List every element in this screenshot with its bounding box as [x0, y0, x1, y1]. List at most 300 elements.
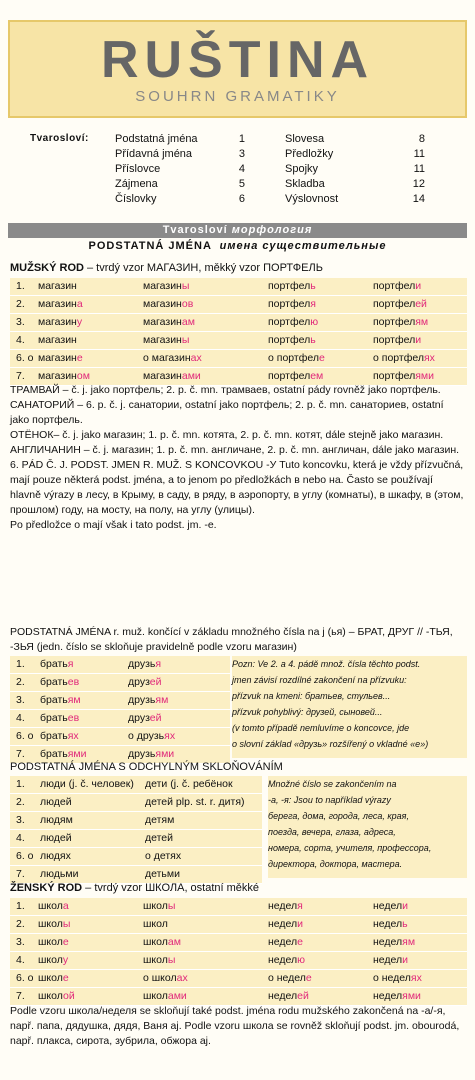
word	[373, 918, 408, 930]
word	[373, 352, 435, 364]
note-paragraph: САНАТОРИЙ – 6. p. č. j. санатории, ostatní jako портфель; 2. p. č. mn. санаториев, ostatní jako портфель.	[10, 399, 444, 426]
table-cell	[373, 952, 408, 969]
word-stem: магазин	[143, 370, 182, 382]
word	[268, 918, 303, 930]
word-stem: о недел	[268, 972, 306, 984]
table-cell	[143, 952, 175, 969]
case-number: 1.	[16, 658, 25, 670]
note-line: jmen závisí rozdílné zakončení na přízvuku:	[232, 675, 407, 685]
table-cell	[40, 728, 79, 745]
word	[40, 676, 79, 688]
toc-item-page: 14	[412, 193, 425, 205]
table-row	[10, 278, 467, 296]
table-row	[10, 674, 230, 692]
table-cell	[38, 898, 69, 915]
toc-item-label: Spojky	[285, 163, 319, 175]
word-ending: ей	[297, 990, 309, 1002]
table-cell	[38, 970, 69, 987]
word-stem: недел	[268, 954, 298, 966]
word-stem: недел	[268, 990, 298, 1002]
word-ending: ы	[181, 334, 190, 346]
word-stem: портфел	[373, 298, 416, 310]
word	[373, 972, 422, 984]
toc-item-label: Přídavná jména	[115, 148, 193, 160]
word-ending: и	[415, 280, 422, 292]
irr-heading: PODSTATNÁ JMÉNA S ODCHYLNÝM SKLOŇOVÁNÍM	[10, 761, 283, 773]
table-row	[10, 728, 230, 746]
word	[40, 694, 81, 706]
case-number: 2.	[16, 676, 25, 688]
word	[128, 730, 175, 742]
word-ending: ом	[76, 370, 90, 382]
word	[268, 316, 318, 328]
masc-heading: MUŽSKÝ ROD – tvrdý vzor МАГАЗИН, měkký vzor ПОРТФЕЛЬ	[10, 262, 323, 274]
word-stem: недел	[268, 936, 298, 948]
table-cell	[268, 952, 305, 969]
toc-item-label: Zájmena	[115, 178, 158, 190]
table-cell	[373, 278, 421, 295]
word-ending: ах	[190, 352, 202, 364]
irr-table	[10, 776, 262, 884]
table-row	[10, 794, 262, 812]
word-ending: ем	[310, 370, 324, 382]
case-number: 7.	[16, 370, 25, 382]
table-row	[10, 970, 467, 988]
table-cell	[268, 296, 316, 313]
table-cell	[373, 970, 422, 987]
table-cell	[38, 952, 68, 969]
word	[143, 298, 193, 310]
word	[38, 990, 75, 1002]
word-ending: е	[62, 936, 69, 948]
case-number: 2.	[16, 918, 25, 930]
case-number: 2.	[16, 298, 25, 310]
table-row	[10, 350, 467, 368]
word-ending: ях	[410, 972, 422, 984]
toc-item-page: 6	[238, 193, 245, 205]
word-ending: ев	[67, 712, 80, 724]
word	[268, 370, 323, 382]
word	[143, 316, 195, 328]
word-stem: портфел	[373, 316, 416, 328]
word-stem: школ	[143, 918, 168, 930]
word-ending: ы	[181, 280, 190, 292]
case-number: 4.	[16, 832, 25, 844]
word	[40, 730, 79, 742]
case-number: 7.	[16, 868, 25, 880]
word	[143, 918, 168, 930]
word-stem: портфел	[268, 280, 311, 292]
word-stem: о друзь	[128, 730, 165, 742]
toc-item-page: 11	[413, 163, 425, 175]
table-cell	[268, 916, 303, 933]
table-cell	[268, 934, 303, 951]
table-cell	[373, 934, 415, 951]
table-cell	[143, 916, 168, 933]
word-stem: о магазин	[143, 352, 191, 364]
word-ending: ями	[415, 370, 434, 382]
word	[268, 954, 305, 966]
word	[40, 748, 87, 760]
word	[128, 694, 168, 706]
table-cell	[373, 350, 435, 367]
note-line: Pozn: Ve 2. a 4. pádě množ. čísla těchto podst.	[232, 659, 421, 669]
word-ending: у	[62, 954, 69, 966]
toc-item-label: Číslovky	[115, 193, 157, 205]
word-stem: недел	[373, 954, 403, 966]
case-number: 4.	[16, 712, 25, 724]
table-cell	[268, 332, 316, 349]
word-stem: школ	[143, 954, 168, 966]
word-stem: школ	[143, 900, 168, 912]
case-number: 6. о	[16, 850, 34, 862]
toc-item	[285, 132, 425, 147]
word-ending: е	[318, 352, 325, 364]
word-stem: брать	[40, 730, 68, 742]
word-ending: ь	[310, 280, 316, 292]
word	[38, 972, 69, 984]
note-line: берега, дома, города, леса, края,	[268, 811, 409, 821]
fem-heading: ŽENSKÝ ROD – tvrdý vzor ШКОЛА, ostatní měkké	[10, 882, 260, 894]
word-ending: ами	[181, 370, 201, 382]
word-ending: а	[76, 298, 83, 310]
table-row	[10, 952, 467, 970]
word-stem: о школ	[143, 972, 177, 984]
word-stem: магазин	[143, 316, 182, 328]
note-paragraph: Po předložce о mají však i tato podst. jm. -е.	[10, 519, 217, 531]
case-number: 3.	[16, 814, 25, 826]
word	[373, 298, 427, 310]
word-stem: недел	[268, 918, 298, 930]
word-stem: недел	[373, 990, 403, 1002]
word-stem: о портфел	[373, 352, 424, 364]
word-ending: и	[297, 918, 304, 930]
table-cell	[143, 332, 189, 349]
word-ending: я	[297, 900, 303, 912]
word	[128, 658, 161, 670]
word-stem: друз	[128, 676, 150, 688]
table-cell: детей plp. st. r. дитя)	[145, 796, 245, 808]
toc-item	[115, 162, 245, 177]
toc-item-label: Příslovce	[115, 163, 161, 175]
page-title: RUŠTINA	[100, 31, 375, 89]
case-number: 4.	[16, 334, 25, 346]
word-ending: ы	[167, 954, 176, 966]
toc-item	[115, 177, 245, 192]
table-row	[10, 776, 262, 794]
word-ending: ям	[402, 936, 416, 948]
table-row	[10, 812, 262, 830]
case-number: 7.	[16, 990, 25, 1002]
word-stem: школ	[143, 990, 168, 1002]
table-cell	[38, 934, 69, 951]
table-cell: людях	[40, 850, 71, 862]
word-ending: я	[155, 658, 162, 670]
masc-notes	[10, 383, 465, 533]
word-stem: недел	[373, 936, 403, 948]
word	[268, 352, 325, 364]
table-cell: детьми	[145, 868, 180, 880]
word-stem: магазин	[38, 280, 77, 292]
header-banner	[8, 20, 467, 118]
case-number: 6. о	[16, 972, 34, 984]
table-cell: люди (j. č. человек)	[40, 778, 134, 790]
word-ending: и	[415, 334, 422, 346]
page-subtitle: SOUHRN GRAMATIKY	[135, 88, 340, 105]
word	[373, 900, 408, 912]
toc-item-page: 8	[418, 133, 425, 145]
table-cell: людьми	[40, 868, 79, 880]
table-cell	[128, 692, 168, 709]
table-row	[10, 692, 230, 710]
table-cell	[143, 296, 193, 313]
word-ending: я	[67, 658, 74, 670]
word-ending: е	[62, 972, 69, 984]
toc-item-page: 5	[238, 178, 245, 190]
case-number: 3.	[16, 694, 25, 706]
toc-item	[285, 147, 425, 162]
word-ending: ам	[181, 316, 195, 328]
word-ending: ями	[402, 990, 421, 1002]
word	[38, 316, 82, 328]
table-row	[10, 898, 467, 916]
word	[38, 900, 69, 912]
section-subhead: PODSTATNÁ JMÉNA имена существительные	[88, 240, 387, 252]
toc-item	[115, 132, 245, 147]
table-cell: людей	[40, 796, 72, 808]
note-line: директора, доктора, мастера.	[268, 859, 403, 869]
toc-item-page: 3	[238, 148, 245, 160]
word	[373, 936, 415, 948]
word-ending: и	[402, 954, 409, 966]
word-ending: ь	[310, 334, 316, 346]
table-cell	[38, 314, 82, 331]
word-stem: школ	[38, 954, 63, 966]
word-ending: ях	[67, 730, 79, 742]
toc-left	[115, 132, 245, 207]
case-number: 6. о	[16, 730, 34, 742]
table-cell	[143, 988, 187, 1005]
note-line: Množné číslo se zakončením na	[268, 779, 397, 789]
table-cell	[38, 278, 77, 295]
word-stem: школ	[38, 936, 63, 948]
table-row	[10, 710, 230, 728]
note-line: -а, -я: Jsou to například výrazy	[268, 795, 391, 805]
word-stem: недел	[268, 900, 298, 912]
note-line: přízvuk na kmeni: братьев, стульев...	[232, 691, 391, 701]
word	[373, 280, 421, 292]
table-cell	[128, 728, 175, 745]
case-number: 3.	[16, 936, 25, 948]
note-line: (v tomto případě nemluvíme o koncovce, jde	[232, 723, 410, 733]
case-number: 1.	[16, 778, 25, 790]
table-cell: людям	[40, 814, 73, 826]
word-ending: ами	[167, 990, 187, 1002]
table-cell	[268, 898, 303, 915]
word-ending: ев	[67, 676, 80, 688]
word	[128, 676, 162, 688]
note-line: поезда, вечера, глаза, адреса,	[268, 827, 396, 837]
note-line: přízvuk pohyblivý: друзей, сыновей...	[232, 707, 383, 717]
word-stem: друзь	[128, 748, 156, 760]
table-cell	[40, 692, 81, 709]
table-row	[10, 848, 262, 866]
word-stem: портфел	[373, 334, 416, 346]
table-cell	[40, 710, 79, 727]
word	[38, 370, 90, 382]
word-ending: ей	[149, 676, 162, 688]
note-paragraph: ОТЁНОК– č. j. jako магазин; 1. p. č. mn. котята, 2. p. č. mn. котят, dále stejně jako магазин.	[10, 429, 444, 441]
brat-intro: PODSTATNÁ JMÉNA r. muž. končící v základu množného čísla na j (ья) – БРАТ, ДРУГ // -ТЬЯ, -ЗЬЯ (jedn. číslo se skloňuje pravidelně podle vzoru магазин)	[10, 626, 453, 653]
word-stem: школ	[38, 972, 63, 984]
word-ending: и	[402, 900, 409, 912]
table-cell	[143, 314, 195, 331]
word	[373, 370, 434, 382]
word-ending: ы	[167, 900, 176, 912]
table-row	[10, 830, 262, 848]
word-ending: ы	[62, 918, 71, 930]
table-row	[10, 314, 467, 332]
word-ending: ю	[310, 316, 319, 328]
word-stem: магазин	[38, 316, 77, 328]
table-cell	[128, 656, 161, 673]
note-paragraph: АНГЛИЧАНИН – č. j. магазин; 1. p. č. mn. англичане, 2. p. č. mn. англичан, dále jako магазин.	[10, 444, 460, 456]
word	[38, 936, 69, 948]
toc-label: Tvarosloví:	[30, 133, 89, 144]
word	[38, 280, 77, 292]
toc-item-label: Předložky	[285, 148, 334, 160]
word-stem: портфел	[373, 280, 416, 292]
word-stem: недел	[373, 900, 403, 912]
word	[143, 954, 175, 966]
irr-note	[268, 776, 467, 878]
table-row	[10, 656, 230, 674]
word-ending: ям	[415, 316, 429, 328]
table-cell	[373, 916, 408, 933]
table-cell	[38, 350, 83, 367]
word-stem: школ	[143, 936, 168, 948]
word	[268, 334, 316, 346]
word-ending: ях	[423, 352, 435, 364]
word	[268, 936, 303, 948]
word	[38, 918, 70, 930]
word-stem: недел	[373, 918, 403, 930]
word-ending: у	[76, 316, 83, 328]
word-stem: о недел	[373, 972, 411, 984]
word	[268, 972, 312, 984]
word	[268, 900, 303, 912]
table-cell	[268, 278, 316, 295]
word-ending: ой	[63, 990, 75, 1002]
word-stem: магазин	[38, 298, 77, 310]
word	[373, 316, 428, 328]
word-stem: школ	[38, 918, 63, 930]
word-ending: ями	[67, 748, 87, 760]
word	[38, 352, 83, 364]
table-cell	[373, 332, 421, 349]
note-line: номера, сорта, учителя, профессора,	[268, 843, 432, 853]
word-stem: школ	[38, 990, 63, 1002]
word-stem: брать	[40, 694, 68, 706]
table-cell	[143, 898, 175, 915]
table-cell	[128, 710, 162, 727]
table-cell	[268, 988, 309, 1005]
word-stem: брать	[40, 676, 68, 688]
word-ending: е	[76, 352, 83, 364]
toc-item	[285, 192, 425, 207]
word-stem: портфел	[268, 334, 311, 346]
note-line: o slovní základ «друзь» rozšířený o vkladné «е»)	[232, 739, 429, 749]
table-cell	[38, 916, 70, 933]
brat-note	[232, 656, 467, 758]
table-row	[10, 934, 467, 952]
word-stem: портфел	[268, 298, 311, 310]
word-stem: брать	[40, 712, 68, 724]
table-cell: детям	[145, 814, 175, 826]
word	[373, 334, 421, 346]
word	[373, 954, 408, 966]
word	[143, 280, 189, 292]
word	[143, 990, 187, 1002]
word-stem: друзь	[128, 694, 156, 706]
toc-item-label: Výslovnost	[285, 193, 339, 205]
fem-table	[10, 898, 467, 1006]
word	[143, 334, 189, 346]
word-ending: ю	[297, 954, 306, 966]
word	[128, 748, 174, 760]
table-cell	[38, 296, 83, 313]
word-ending: ей	[415, 298, 427, 310]
toc-item-page: 12	[412, 178, 425, 190]
word-ending: ями	[155, 748, 175, 760]
brat-table	[10, 656, 230, 764]
word	[40, 658, 73, 670]
word-stem: магазин	[38, 334, 77, 346]
word	[143, 352, 202, 364]
case-number: 1.	[16, 900, 25, 912]
table-cell	[38, 988, 75, 1005]
toc-item	[115, 192, 245, 207]
word	[38, 334, 77, 346]
toc-item	[285, 162, 425, 177]
table-cell: людей	[40, 832, 72, 844]
case-number: 2.	[16, 796, 25, 808]
word	[268, 990, 309, 1002]
word-stem: друз	[128, 712, 150, 724]
word-ending: я	[310, 298, 316, 310]
table-cell	[143, 350, 202, 367]
table-row	[10, 296, 467, 314]
table-cell	[143, 970, 188, 987]
word	[38, 954, 68, 966]
toc-item	[115, 147, 245, 162]
word-stem: магазин	[38, 370, 77, 382]
table-cell	[373, 988, 421, 1005]
toc-item-label: Skladba	[285, 178, 325, 190]
word	[40, 712, 79, 724]
table-row	[10, 916, 467, 934]
word-stem: магазин	[143, 298, 182, 310]
word-stem: брать	[40, 658, 68, 670]
word	[143, 936, 181, 948]
table-row	[10, 332, 467, 350]
case-number: 1.	[16, 280, 25, 292]
word	[268, 280, 316, 292]
closing-paragraph: Podle vzoru школа/неделя se skloňují také podst. jména rodu mužského zakončená na -а/-я, např. папа, дядушка, дядя, Ваня aj. Podle vzoru школа se rovněž skloňují podst. jm. obourodá, např. плакса, сирота, зубрила, обжора aj.	[10, 1005, 460, 1047]
table-cell	[373, 314, 428, 331]
table-cell	[38, 332, 77, 349]
table-cell	[143, 278, 189, 295]
